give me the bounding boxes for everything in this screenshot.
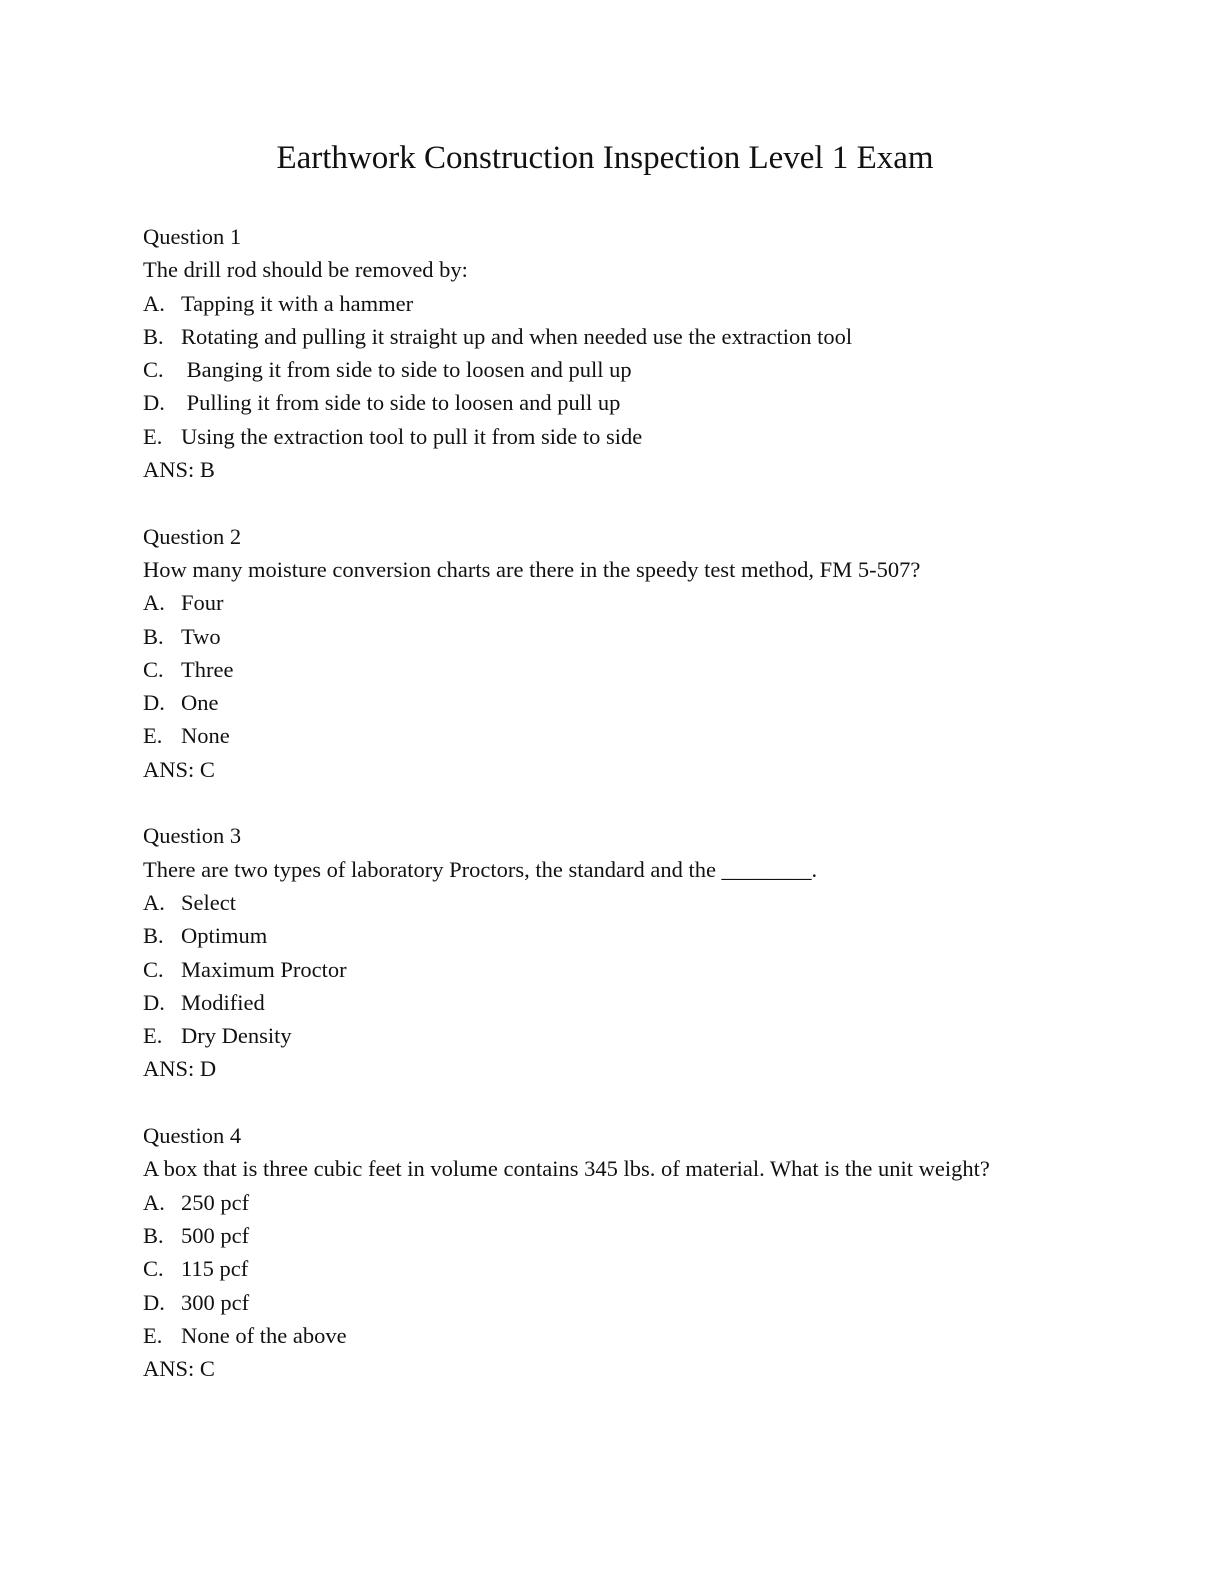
option-text: Pulling it from side to side to loosen and pull up — [181, 390, 621, 416]
answer-option — [143, 1319, 990, 1352]
answer-option — [143, 886, 990, 919]
option-letter: B. — [143, 323, 164, 349]
answer-option — [143, 620, 990, 653]
option-text: 115 pcf — [181, 1256, 249, 1282]
option-letter: D. — [143, 1289, 165, 1315]
option-text: Three — [181, 656, 234, 682]
question-block — [143, 819, 990, 1085]
option-letter: D. — [143, 989, 165, 1015]
option-text: Select — [181, 889, 236, 915]
option-text: Using the extraction tool to pull it from side to side — [181, 423, 643, 449]
answer-option — [143, 986, 990, 1019]
question-text: There are two types of laboratory Proctors, the standard and the ________. — [143, 856, 818, 882]
option-letter: E. — [143, 1322, 163, 1348]
answer-option — [143, 1252, 990, 1285]
option-text: None — [181, 723, 230, 749]
page-title: Earthwork Construction Inspection Level 1 Exam — [276, 140, 934, 176]
question-block — [143, 520, 990, 786]
option-letter: E. — [143, 723, 163, 749]
option-letter: B. — [143, 1222, 164, 1248]
option-letter: C. — [143, 956, 164, 982]
option-text: Tapping it with a hammer — [181, 290, 414, 316]
answer-option — [143, 320, 990, 353]
answer-option — [143, 653, 990, 686]
option-text: Four — [181, 590, 224, 616]
option-text: One — [181, 690, 219, 716]
option-text: 300 pcf — [181, 1289, 250, 1315]
option-letter: A. — [143, 290, 165, 316]
option-letter: E. — [143, 423, 163, 449]
answer-key: ANS: B — [143, 457, 215, 483]
option-text: Modified — [181, 989, 265, 1015]
question-block — [143, 220, 990, 486]
answer-option — [143, 353, 990, 386]
question-block — [143, 1119, 990, 1385]
answer-option — [143, 586, 990, 619]
option-letter: A. — [143, 1189, 165, 1215]
question-label: Question 1 — [143, 224, 242, 249]
option-text: None of the above — [181, 1322, 347, 1348]
question-text: A box that is three cubic feet in volume contains 345 lbs. of material. What is the unit weight? — [143, 1156, 990, 1182]
question-label: Question 4 — [143, 1123, 242, 1149]
option-text: Two — [181, 623, 221, 649]
option-text: Rotating and pulling it straight up and when needed use the extraction tool — [181, 323, 853, 349]
answer-option — [143, 1286, 990, 1319]
option-letter: D. — [143, 690, 165, 716]
question-text: The drill rod should be removed by: — [143, 257, 468, 283]
answer-option — [143, 919, 990, 952]
answer-option — [143, 953, 990, 986]
answer-option — [143, 686, 990, 719]
questions-list — [143, 220, 990, 1419]
option-text: Dry Density — [181, 1023, 292, 1049]
answer-option — [143, 420, 990, 453]
answer-option — [143, 1186, 990, 1219]
option-letter: C. — [143, 357, 164, 383]
question-label: Question 2 — [143, 523, 242, 549]
option-letter: E. — [143, 1023, 163, 1049]
option-letter: B. — [143, 923, 164, 949]
option-letter: A. — [143, 889, 165, 915]
question-label: Question 3 — [143, 823, 242, 849]
answer-key: ANS: D — [143, 1056, 217, 1082]
option-letter: D. — [143, 390, 165, 416]
question-text: How many moisture conversion charts are there in the speedy test method, FM 5-507? — [143, 556, 921, 582]
option-letter: C. — [143, 1256, 164, 1282]
option-text: Banging it from side to side to loosen and pull up — [181, 357, 632, 383]
answer-option — [143, 1019, 990, 1052]
option-text: Maximum Proctor — [181, 956, 347, 982]
option-text: 500 pcf — [181, 1222, 250, 1248]
answer-option — [143, 287, 990, 320]
answer-option — [143, 719, 990, 752]
option-text: 250 pcf — [181, 1189, 250, 1215]
option-letter: C. — [143, 656, 164, 682]
answer-option — [143, 386, 990, 419]
answer-key: ANS: C — [143, 756, 215, 782]
answer-key: ANS: C — [143, 1356, 215, 1382]
option-text: Optimum — [181, 923, 268, 949]
answer-option — [143, 1219, 990, 1252]
option-letter: A. — [143, 590, 165, 616]
option-letter: B. — [143, 623, 164, 649]
